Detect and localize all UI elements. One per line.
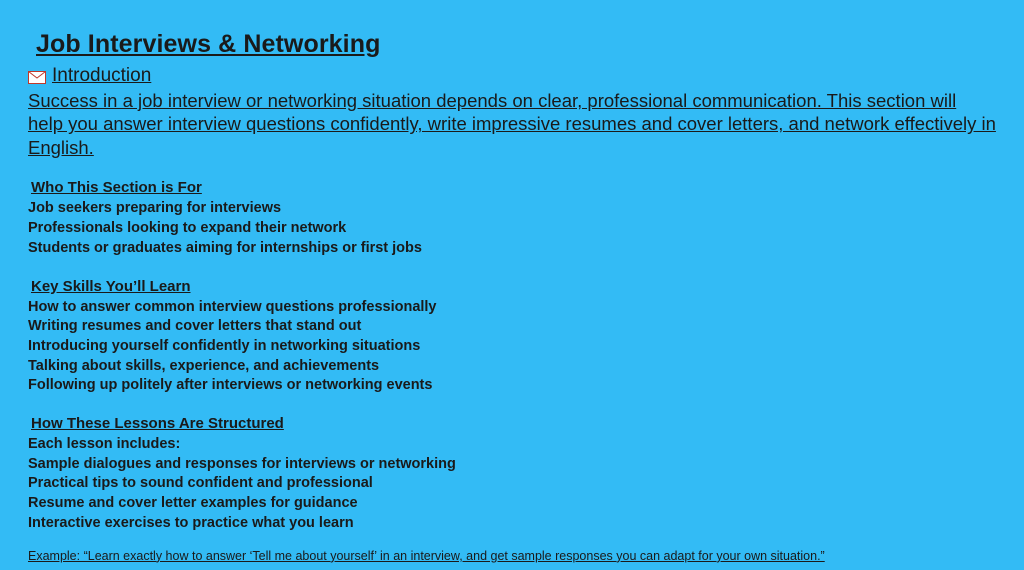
section-line: Practical tips to sound confident and professional <box>28 475 373 492</box>
introduction-heading-label: Introduction <box>52 65 152 86</box>
section-line: Following up politely after interviews or networking events <box>28 377 433 394</box>
section-line: Professionals looking to expand their network <box>28 220 347 237</box>
section-line: Job seekers preparing for interviews <box>28 200 282 217</box>
section-key-skills <box>28 278 996 396</box>
section-line: Talking about skills, experience, and achievements <box>28 357 380 374</box>
section-line: How to answer common interview questions professionally <box>28 298 437 315</box>
section-lesson-structure <box>28 415 996 533</box>
section-line: Writing resumes and cover letters that stand out <box>28 318 362 335</box>
section-who-this-is-for <box>28 179 996 257</box>
section-line: Students or graduates aiming for internships or first jobs <box>28 239 422 256</box>
envelope-icon <box>28 71 46 84</box>
section-line: Interactive exercises to practice what you learn <box>28 514 354 531</box>
introduction-body: Success in a job interview or networking situation depends on clear, professional communication. This section will help you answer interview questions confidently, write impressive resumes and cover letters, and network effectively in English. <box>28 90 996 158</box>
section-heading: Key Skills You’ll Learn <box>31 277 191 295</box>
section-line: Sample dialogues and responses for interviews or networking <box>28 455 456 472</box>
section-line: Introducing yourself confidently in networking situations <box>28 337 421 354</box>
page-title: Job Interviews & Networking <box>36 30 381 58</box>
section-line: Each lesson includes: <box>28 436 181 453</box>
introduction-heading <box>28 65 996 87</box>
section-line: Resume and cover letter examples for guidance <box>28 495 358 512</box>
section-heading: How These Lessons Are Structured <box>31 415 284 433</box>
section-heading: Who This Section is For <box>31 179 202 197</box>
example-footnote: Example: “Learn exactly how to answer ‘Tell me about yourself’ in an interview, and get sample responses you can adapt for your own situation.” <box>28 548 825 563</box>
